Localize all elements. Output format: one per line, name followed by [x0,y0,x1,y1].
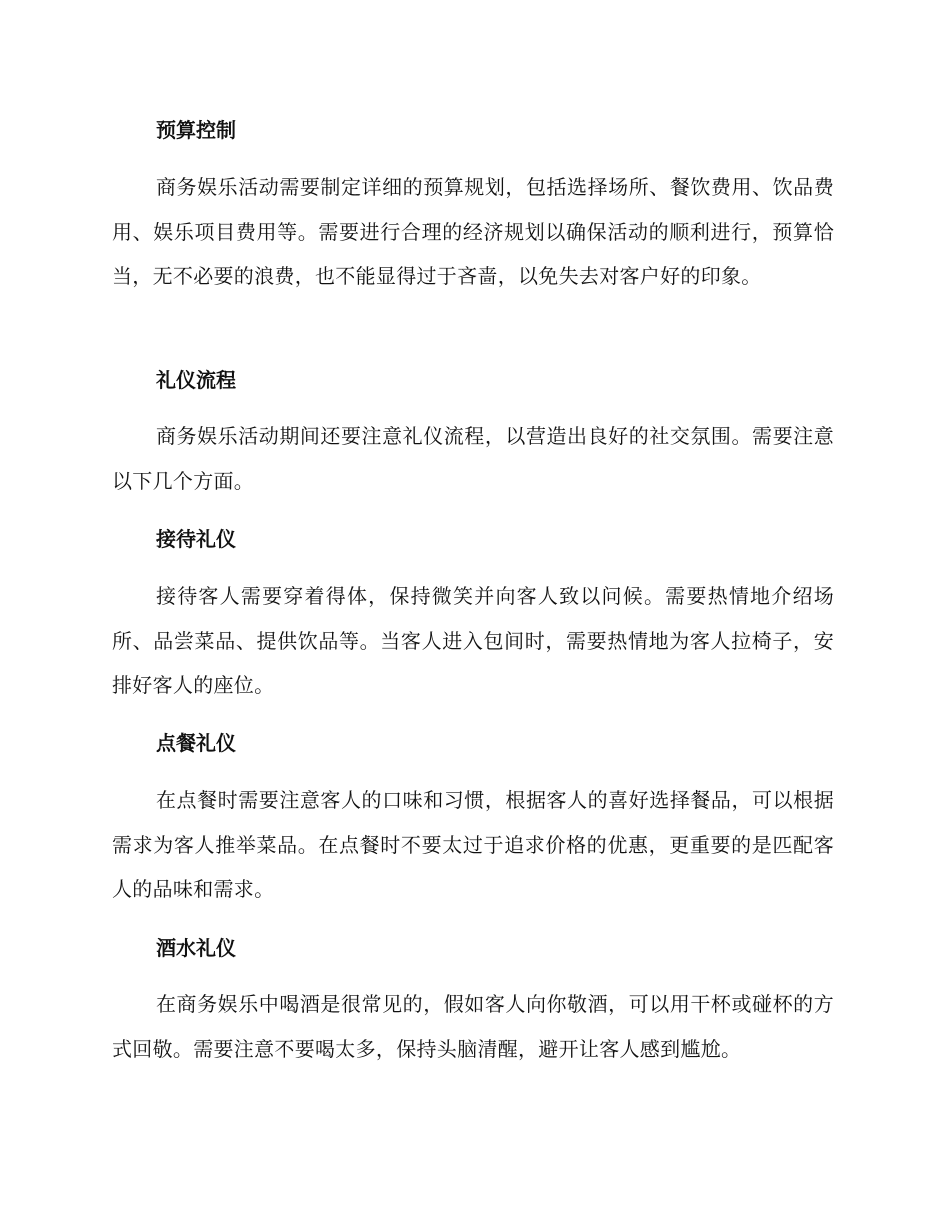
section-heading-etiquette-process: 礼仪流程 [156,368,236,392]
section-body-reception: 接待客人需要穿着得体，保持微笑并向客人致以问候。需要热情地介绍场所、品尝菜品、提供饮品等。当客人进入包间时，需要热情地为客人拉椅子，安排好客人的座位。 [112,584,834,697]
section-heading-budget: 预算控制 [156,118,236,142]
section-heading-reception: 接待礼仪 [156,527,236,551]
section-body-budget: 商务娱乐活动需要制定详细的预算规划，包括选择场所、餐饮费用、饮品费用、娱乐项目费用等。需要进行合理的经济规划以确保活动的顺利进行，预算恰当，无不必要的浪费，也不能显得过于吝啬，以免失去对客户好的印象。 [112,175,834,288]
section-body-drinks: 在商务娱乐中喝酒是很常见的，假如客人向你敬酒，可以用干杯或碰杯的方式回敬。需要注意不要喝太多，保持头脑清醒，避开让客人感到尴尬。 [112,992,834,1061]
section-heading-drinks: 酒水礼仪 [156,936,236,960]
section-body-etiquette-process: 商务娱乐活动期间还要注意礼仪流程，以营造出良好的社交氛围。需要注意以下几个方面。 [112,424,834,493]
section-heading-ordering: 点餐礼仪 [156,731,236,755]
section-body-ordering: 在点餐时需要注意客人的口味和习惯，根据客人的喜好选择餐品，可以根据需求为客人推举菜品。在点餐时不要太过于追求价格的优惠，更重要的是匹配客人的品味和需求。 [112,788,834,901]
